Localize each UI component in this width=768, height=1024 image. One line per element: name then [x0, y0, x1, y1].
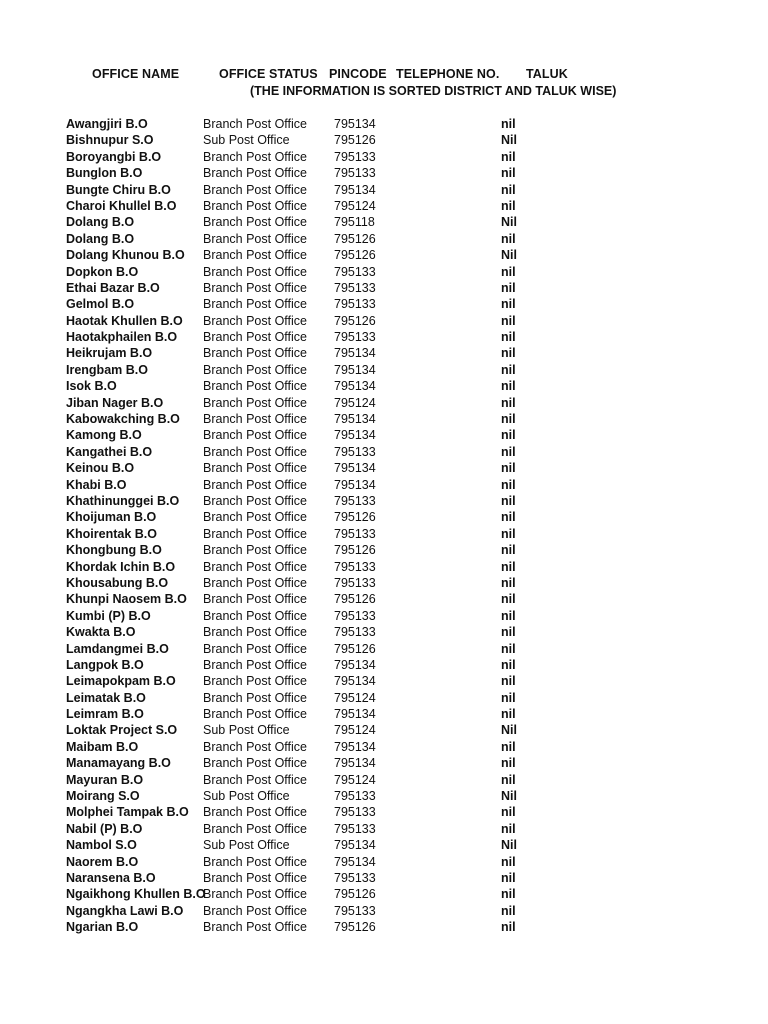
office-name-cell: Maibam B.O: [66, 739, 139, 754]
telephone-cell: nil: [501, 166, 516, 181]
pincode-cell: 795126: [334, 133, 376, 148]
table-row: [0, 706, 768, 722]
table-row: [0, 395, 768, 411]
telephone-cell: nil: [501, 182, 516, 197]
office-status-cell: Branch Post Office: [203, 412, 307, 427]
telephone-cell: nil: [501, 903, 516, 918]
pincode-cell: 795133: [334, 821, 376, 836]
office-name-cell: Ngangkha Lawi B.O: [66, 903, 184, 918]
pincode-cell: 795133: [334, 280, 376, 295]
office-name-cell: Kwakta B.O: [66, 625, 136, 640]
table-row: [0, 198, 768, 214]
telephone-cell: nil: [501, 657, 516, 672]
table-row: [0, 477, 768, 493]
office-name-cell: Charoi Khullel B.O: [66, 198, 177, 213]
office-name-cell: Loktak Project S.O: [66, 723, 178, 738]
office-status-cell: Branch Post Office: [203, 346, 307, 361]
table-row: [0, 526, 768, 542]
table-row: [0, 132, 768, 148]
office-name-cell: Khathinunggei B.O: [66, 493, 180, 508]
table-row: [0, 378, 768, 394]
office-name-cell: Khoirentak B.O: [66, 526, 157, 541]
pincode-cell: 795126: [334, 887, 376, 902]
office-status-cell: Branch Post Office: [203, 248, 307, 263]
telephone-cell: nil: [501, 444, 516, 459]
telephone-cell: nil: [501, 313, 516, 328]
office-name-cell: Naransena B.O: [66, 870, 156, 885]
pincode-cell: 795133: [334, 264, 376, 279]
office-name-cell: Nambol S.O: [66, 838, 137, 853]
table-row: [0, 559, 768, 575]
pincode-cell: 795133: [334, 805, 376, 820]
office-name-cell: Jiban Nager B.O: [66, 395, 164, 410]
telephone-cell: nil: [501, 608, 516, 623]
telephone-cell: nil: [501, 461, 516, 476]
telephone-cell: nil: [501, 264, 516, 279]
office-status-cell: Sub Post Office: [203, 133, 290, 148]
office-status-cell: Branch Post Office: [203, 870, 307, 885]
table-row: [0, 296, 768, 312]
office-status-cell: Branch Post Office: [203, 641, 307, 656]
office-status-cell: Sub Post Office: [203, 789, 290, 804]
column-header-pincode: PINCODE: [329, 67, 387, 81]
office-name-cell: Khongbung B.O: [66, 543, 162, 558]
office-name-cell: Dolang B.O: [66, 231, 135, 246]
telephone-cell: nil: [501, 739, 516, 754]
table-row: [0, 509, 768, 525]
telephone-cell: nil: [501, 756, 516, 771]
office-status-cell: Branch Post Office: [203, 657, 307, 672]
office-status-cell: Branch Post Office: [203, 575, 307, 590]
office-table-body: [0, 116, 768, 936]
telephone-cell: nil: [501, 330, 516, 345]
telephone-cell: nil: [501, 543, 516, 558]
office-name-cell: Moirang S.O: [66, 789, 140, 804]
office-name-cell: Isok B.O: [66, 379, 117, 394]
office-name-cell: Ngarian B.O: [66, 920, 139, 935]
telephone-cell: nil: [501, 117, 516, 131]
table-row: [0, 854, 768, 870]
office-name-cell: Ngaikhong Khullen B.O: [66, 887, 206, 902]
telephone-cell: nil: [501, 887, 516, 902]
pincode-cell: 795134: [334, 428, 376, 443]
office-status-cell: Branch Post Office: [203, 821, 307, 836]
table-row: [0, 165, 768, 181]
telephone-cell: nil: [501, 428, 516, 443]
office-status-cell: Branch Post Office: [203, 280, 307, 295]
office-status-cell: Sub Post Office: [203, 838, 290, 853]
office-status-cell: Sub Post Office: [203, 723, 290, 738]
telephone-cell: nil: [501, 231, 516, 246]
telephone-cell: nil: [501, 641, 516, 656]
sort-note: (THE INFORMATION IS SORTED DISTRICT AND TALUK WISE): [250, 84, 617, 98]
pincode-cell: 795134: [334, 477, 376, 492]
table-row: [0, 673, 768, 689]
office-name-cell: Manamayang B.O: [66, 756, 171, 771]
pincode-cell: 795134: [334, 838, 376, 853]
office-status-cell: Branch Post Office: [203, 690, 307, 705]
telephone-cell: nil: [501, 149, 516, 164]
table-row: [0, 690, 768, 706]
table-row: [0, 542, 768, 558]
office-status-cell: Branch Post Office: [203, 756, 307, 771]
office-status-cell: Branch Post Office: [203, 117, 307, 131]
table-row: [0, 903, 768, 919]
office-status-cell: Branch Post Office: [203, 198, 307, 213]
office-status-cell: Branch Post Office: [203, 707, 307, 722]
pincode-cell: 795126: [334, 510, 376, 525]
office-name-cell: Kumbi (P) B.O: [66, 608, 151, 623]
table-row: [0, 427, 768, 443]
office-name-cell: Haotakphailen B.O: [66, 330, 178, 345]
table-row: [0, 624, 768, 640]
column-header-taluk: TALUK: [526, 67, 568, 81]
pincode-cell: 795134: [334, 854, 376, 869]
pincode-cell: 795133: [334, 575, 376, 590]
office-name-cell: Molphei Tampak B.O: [66, 805, 189, 820]
telephone-cell: Nil: [501, 789, 517, 804]
office-status-cell: Branch Post Office: [203, 231, 307, 246]
office-name-cell: Leimatak B.O: [66, 690, 146, 705]
office-name-cell: Boroyangbi B.O: [66, 149, 162, 164]
pincode-cell: 795133: [334, 526, 376, 541]
office-status-cell: Branch Post Office: [203, 182, 307, 197]
office-status-cell: Branch Post Office: [203, 543, 307, 558]
telephone-cell: nil: [501, 362, 516, 377]
table-row: [0, 657, 768, 673]
office-status-cell: Branch Post Office: [203, 674, 307, 689]
table-row: [0, 444, 768, 460]
pincode-cell: 795133: [334, 166, 376, 181]
pincode-cell: 795134: [334, 756, 376, 771]
telephone-cell: nil: [501, 346, 516, 361]
office-status-cell: Branch Post Office: [203, 559, 307, 574]
pincode-cell: 795133: [334, 870, 376, 885]
telephone-cell: Nil: [501, 215, 517, 230]
telephone-cell: Nil: [501, 838, 517, 853]
office-name-cell: Khabi B.O: [66, 477, 127, 492]
office-status-cell: Branch Post Office: [203, 362, 307, 377]
pincode-cell: 795133: [334, 559, 376, 574]
office-name-cell: Dopkon B.O: [66, 264, 139, 279]
office-name-cell: Kabowakching B.O: [66, 412, 180, 427]
office-status-cell: Branch Post Office: [203, 313, 307, 328]
office-status-cell: Branch Post Office: [203, 510, 307, 525]
office-name-cell: Bungte Chiru B.O: [66, 182, 171, 197]
telephone-cell: nil: [501, 920, 516, 935]
table-row: [0, 362, 768, 378]
office-status-cell: Branch Post Office: [203, 149, 307, 164]
office-status-cell: Branch Post Office: [203, 608, 307, 623]
table-row: [0, 182, 768, 198]
pincode-cell: 795133: [334, 149, 376, 164]
office-name-cell: Khordak Ichin B.O: [66, 559, 176, 574]
office-name-cell: Langpok B.O: [66, 657, 144, 672]
pincode-cell: 795133: [334, 608, 376, 623]
office-name-cell: Naorem B.O: [66, 854, 139, 869]
pincode-cell: 795133: [334, 330, 376, 345]
table-row: [0, 755, 768, 771]
telephone-cell: nil: [501, 674, 516, 689]
pincode-cell: 795126: [334, 920, 376, 935]
office-name-cell: Kangathei B.O: [66, 444, 153, 459]
pincode-cell: 795126: [334, 248, 376, 263]
office-name-cell: Khoijuman B.O: [66, 510, 157, 525]
pincode-cell: 795126: [334, 231, 376, 246]
office-name-cell: Ethai Bazar B.O: [66, 280, 160, 295]
office-name-cell: Khunpi Naosem B.O: [66, 592, 187, 607]
table-row: [0, 804, 768, 820]
telephone-cell: Nil: [501, 248, 517, 263]
table-row: [0, 641, 768, 657]
telephone-cell: nil: [501, 526, 516, 541]
office-status-cell: Branch Post Office: [203, 444, 307, 459]
office-status-cell: Branch Post Office: [203, 805, 307, 820]
office-status-cell: Branch Post Office: [203, 854, 307, 869]
pincode-cell: 795134: [334, 674, 376, 689]
pincode-cell: 795133: [334, 789, 376, 804]
office-name-cell: Dolang Khunou B.O: [66, 248, 185, 263]
office-status-cell: Branch Post Office: [203, 428, 307, 443]
pincode-cell: 795134: [334, 182, 376, 197]
telephone-cell: nil: [501, 625, 516, 640]
telephone-cell: nil: [501, 559, 516, 574]
office-status-cell: Branch Post Office: [203, 166, 307, 181]
telephone-cell: nil: [501, 477, 516, 492]
table-row: [0, 575, 768, 591]
table-row: [0, 772, 768, 788]
office-status-cell: Branch Post Office: [203, 493, 307, 508]
table-row: [0, 722, 768, 738]
pincode-cell: 795134: [334, 379, 376, 394]
pincode-cell: 795126: [334, 313, 376, 328]
pincode-cell: 795133: [334, 493, 376, 508]
pincode-cell: 795124: [334, 198, 376, 213]
pincode-cell: 795133: [334, 903, 376, 918]
table-row: [0, 460, 768, 476]
column-header-telephone: TELEPHONE NO.: [396, 67, 500, 81]
pincode-cell: 795134: [334, 362, 376, 377]
pincode-cell: 795124: [334, 772, 376, 787]
office-status-cell: Branch Post Office: [203, 887, 307, 902]
office-status-cell: Branch Post Office: [203, 772, 307, 787]
pincode-cell: 795126: [334, 543, 376, 558]
telephone-cell: nil: [501, 395, 516, 410]
pincode-cell: 795124: [334, 723, 376, 738]
office-name-cell: Bunglon B.O: [66, 166, 143, 181]
office-status-cell: Branch Post Office: [203, 625, 307, 640]
telephone-cell: nil: [501, 854, 516, 869]
table-row: [0, 313, 768, 329]
telephone-cell: nil: [501, 493, 516, 508]
column-header-office-name: OFFICE NAME: [92, 67, 180, 81]
pincode-cell: 795133: [334, 297, 376, 312]
table-row: [0, 788, 768, 804]
office-name-cell: Lamdangmei B.O: [66, 641, 169, 656]
telephone-cell: Nil: [501, 133, 517, 148]
table-row: [0, 231, 768, 247]
office-name-cell: Khousabung B.O: [66, 575, 169, 590]
telephone-cell: nil: [501, 412, 516, 427]
office-status-cell: Branch Post Office: [203, 264, 307, 279]
table-row: [0, 821, 768, 837]
telephone-cell: nil: [501, 821, 516, 836]
table-row: [0, 116, 768, 132]
office-name-cell: Nabil (P) B.O: [66, 821, 143, 836]
office-name-cell: Irengbam B.O: [66, 362, 148, 377]
office-name-cell: Mayuran B.O: [66, 772, 144, 787]
office-status-cell: Branch Post Office: [203, 297, 307, 312]
table-row: [0, 739, 768, 755]
table-row: [0, 264, 768, 280]
pincode-cell: 795133: [334, 444, 376, 459]
table-row: [0, 493, 768, 509]
office-name-cell: Awangjiri B.O: [66, 117, 148, 131]
pincode-cell: 795126: [334, 641, 376, 656]
office-status-cell: Branch Post Office: [203, 461, 307, 476]
table-row: [0, 608, 768, 624]
table-row: [0, 591, 768, 607]
office-name-cell: Heikrujam B.O: [66, 346, 153, 361]
pincode-cell: 795118: [334, 215, 375, 230]
pincode-cell: 795126: [334, 592, 376, 607]
pincode-cell: 795134: [334, 657, 376, 672]
table-row: [0, 247, 768, 263]
column-header-office-status: OFFICE STATUS: [219, 67, 318, 81]
table-row: [0, 837, 768, 853]
table-row: [0, 886, 768, 902]
pincode-cell: 795124: [334, 690, 376, 705]
office-name-cell: Haotak Khullen B.O: [66, 313, 183, 328]
office-status-cell: Branch Post Office: [203, 395, 307, 410]
telephone-cell: nil: [501, 772, 516, 787]
telephone-cell: nil: [501, 510, 516, 525]
office-name-cell: Kamong B.O: [66, 428, 142, 443]
table-row: [0, 329, 768, 345]
pincode-cell: 795134: [334, 461, 376, 476]
telephone-cell: nil: [501, 575, 516, 590]
office-status-cell: Branch Post Office: [203, 739, 307, 754]
telephone-cell: nil: [501, 707, 516, 722]
office-status-cell: Branch Post Office: [203, 526, 307, 541]
office-status-cell: Branch Post Office: [203, 215, 307, 230]
telephone-cell: nil: [501, 805, 516, 820]
pincode-cell: 795134: [334, 739, 376, 754]
telephone-cell: nil: [501, 379, 516, 394]
telephone-cell: nil: [501, 870, 516, 885]
pincode-cell: 795134: [334, 346, 376, 361]
table-row: [0, 919, 768, 935]
pincode-cell: 795134: [334, 707, 376, 722]
pincode-cell: 795133: [334, 625, 376, 640]
office-name-cell: Bishnupur S.O: [66, 133, 154, 148]
pincode-cell: 795134: [334, 117, 376, 131]
table-row: [0, 345, 768, 361]
office-status-cell: Branch Post Office: [203, 920, 307, 935]
telephone-cell: nil: [501, 592, 516, 607]
office-name-cell: Leimram B.O: [66, 707, 144, 722]
pincode-cell: 795134: [334, 412, 376, 427]
telephone-cell: nil: [501, 690, 516, 705]
telephone-cell: nil: [501, 297, 516, 312]
table-row: [0, 214, 768, 230]
office-status-cell: Branch Post Office: [203, 903, 307, 918]
telephone-cell: nil: [501, 198, 516, 213]
table-row: [0, 149, 768, 165]
office-name-cell: Gelmol B.O: [66, 297, 135, 312]
office-status-cell: Branch Post Office: [203, 330, 307, 345]
office-name-cell: Leimapokpam B.O: [66, 674, 176, 689]
telephone-cell: nil: [501, 280, 516, 295]
office-name-cell: Dolang B.O: [66, 215, 135, 230]
table-row: [0, 280, 768, 296]
office-status-cell: Branch Post Office: [203, 592, 307, 607]
office-status-cell: Branch Post Office: [203, 477, 307, 492]
office-name-cell: Keinou B.O: [66, 461, 135, 476]
telephone-cell: Nil: [501, 723, 517, 738]
office-status-cell: Branch Post Office: [203, 379, 307, 394]
table-row: [0, 411, 768, 427]
pincode-cell: 795124: [334, 395, 376, 410]
table-row: [0, 870, 768, 886]
